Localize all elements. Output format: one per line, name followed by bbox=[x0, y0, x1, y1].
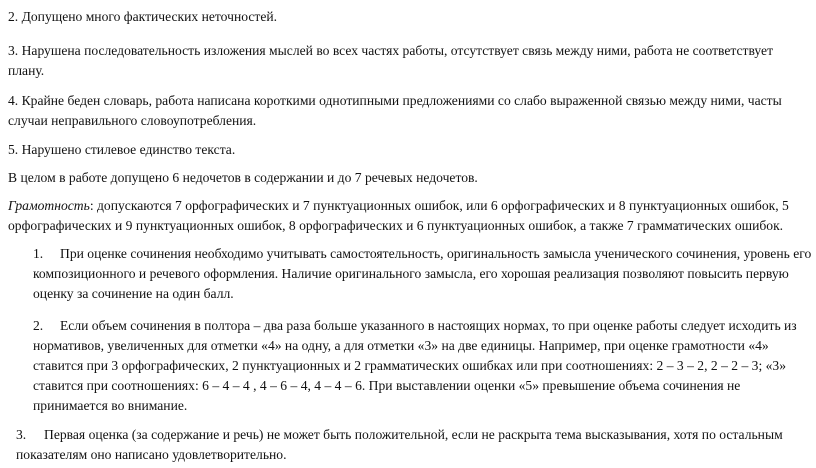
list-item-text: Первая оценка (за содержание и речь) не может быть положительной, если не раскрыта тема высказывания, хотя по остальным показателям оно написано удовлетворительно. bbox=[16, 427, 783, 462]
paragraph-vocabulary: 4. Крайне беден словарь, работа написана короткими однотипными предложениями со слабо выраженной связью между ними, часты случаи неправильного словоупотребления. bbox=[8, 93, 782, 128]
list-item-text: При оценке сочинения необходимо учитывать самостоятельность, оригинальность замысла ученического сочинения, уровень его композиционного и речевого оформления. Наличие оригинального замысла, его хорошая реализация позволяют повысить первую оценку за сочинение на один балл. bbox=[33, 246, 812, 301]
list-item bbox=[33, 316, 813, 416]
literacy-label: Грамотность bbox=[8, 198, 90, 213]
list-item bbox=[16, 425, 812, 465]
list-item-number: 3. bbox=[16, 427, 27, 442]
paragraph-factual-errors: 2. Допущено много фактических неточностей. bbox=[8, 9, 278, 24]
list-item-text: Если объем сочинения в полтора – два раза больше указанного в настоящих нормах, то при оценке работы следует исходить из нормативов, увеличенных для отметки «4» на одну, а для отметки «3» на две единицы. Например, при оценке грамотности «4» ставится при 3 орфографических, 2 пунктуационных и 2 грамматических ошибках или при соотношениях: 2 – 3 – 2, 2 – 2 – 3; «3» ставится при соотношениях: 6 – 4 – 4 , 4 – 6 – 4, 4 – 4 – 6. При выставлении оценки «5» превышение объема сочинения не принимается во внимание. bbox=[33, 318, 797, 413]
list-item bbox=[33, 244, 813, 304]
paragraph-style-unity: 5. Нарушено стилевое единство текста. bbox=[8, 142, 236, 157]
literacy-text: : допускаются 7 орфографических и 7 пунктуационных ошибок, или 6 орфографических и 8 пунктуационных ошибок, 5 орфографических и 9 пунктуационных ошибок, 8 орфографических и 6 пунктуационных ошибок, а также 7 грамматических ошибок. bbox=[8, 198, 789, 233]
paragraph-sequence: 3. Нарушена последовательность изложения мыслей во всех частях работы, отсутствует связь между ними, работа не соответствует плану. bbox=[8, 43, 774, 78]
paragraph-total-shortcomings: В целом в работе допущено 6 недочетов в содержании и до 7 речевых недочетов. bbox=[8, 170, 478, 185]
list-item-number: 1. bbox=[33, 246, 44, 261]
paragraph-literacy bbox=[8, 196, 812, 236]
list-item-number: 2. bbox=[33, 318, 44, 333]
